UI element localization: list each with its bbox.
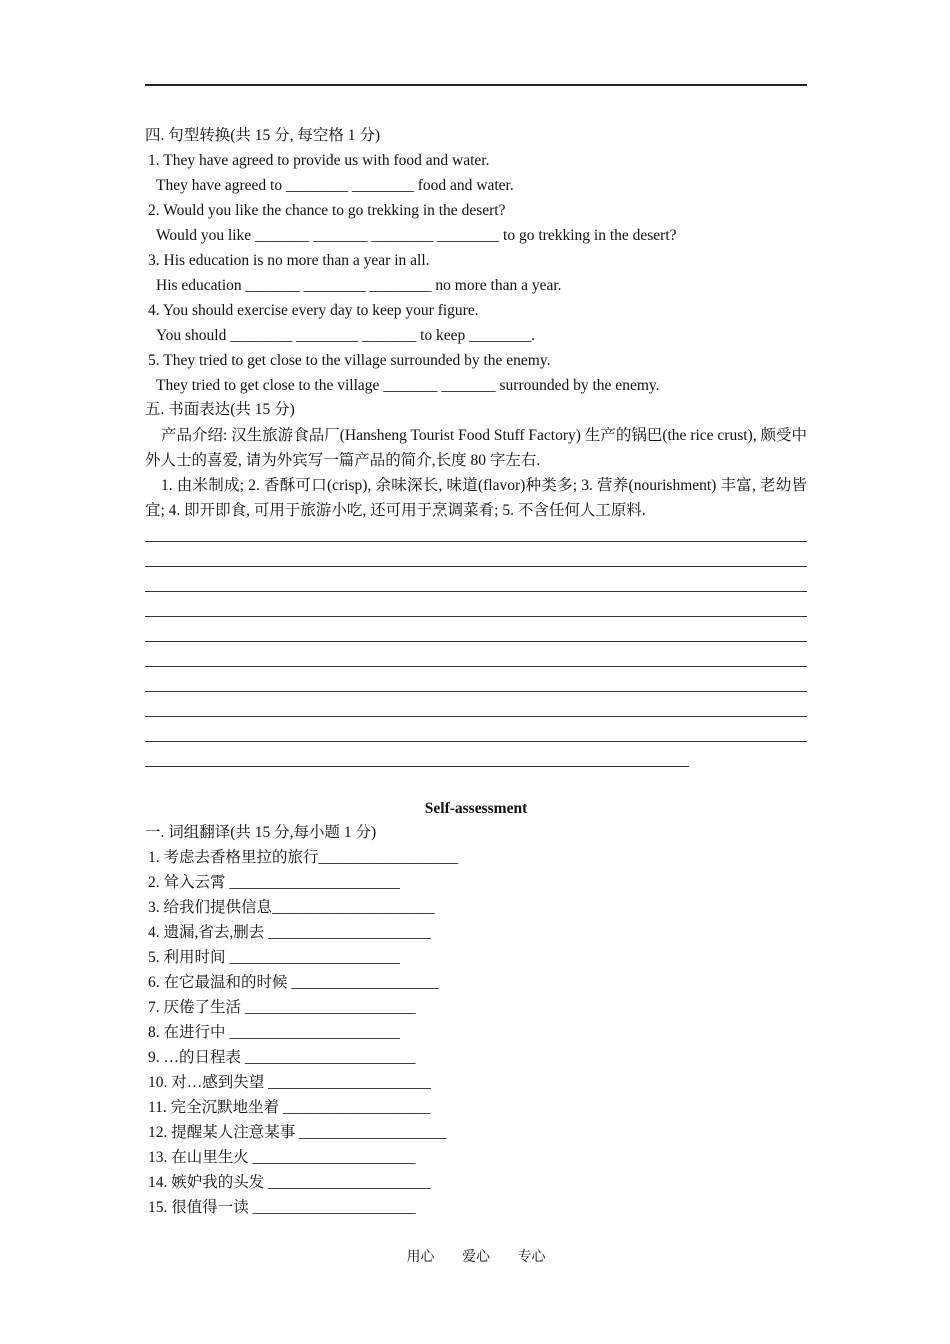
phrase-item: 11. 完全沉默地坐着 ___________________: [148, 1099, 431, 1116]
phrase-item: 9. …的日程表 ______________________: [148, 1049, 416, 1066]
phrase-item: 6. 在它最温和的时候 ___________________: [148, 974, 439, 991]
footer-text: 专心: [517, 1250, 546, 1265]
phrase-item: 3. 给我们提供信息_____________________: [148, 899, 435, 916]
writing-line: [145, 766, 689, 767]
question-4: 4. You should exercise every day to keep your figure.: [148, 302, 479, 319]
answer-1: They have agreed to ________ ________ food and water.: [156, 177, 514, 194]
section5-intro: 产品介绍: 汉生旅游食品厂(Hansheng Tourist Food Stuff Factory) 生产的锅巴(the rice crust), 颇受中外人士的喜爱, 请为外宾写一篇产品的简介,长度 80 字左右.: [145, 427, 807, 469]
writing-line: [145, 641, 807, 642]
writing-line: [145, 741, 807, 742]
question-2: 2. Would you like the chance to go trekking in the desert?: [148, 202, 506, 219]
writing-line: [145, 666, 807, 667]
writing-line: [145, 616, 807, 617]
phrase-item: 1. 考虑去香格里拉的旅行__________________: [148, 849, 459, 866]
answer-5: They tried to get close to the village _______ _______ surrounded by the enemy.: [156, 377, 660, 394]
writing-line: [145, 591, 807, 592]
phrase-item: 5. 利用时间 ______________________: [148, 949, 400, 966]
phrase-item: 10. 对…感到失望 _____________________: [148, 1074, 431, 1091]
section5-points: 1. 由米制成; 2. 香酥可口(crisp), 余味深长, 味道(flavor)种类多; 3. 营养(nourishment) 丰富, 老幼皆宜; 4. 即开即食, 可用于旅游小吃, 还可用于烹调菜肴; 5. 不含任何人工原料.: [145, 477, 807, 519]
writing-line: [145, 716, 807, 717]
section4-heading: 四. 句型转换(共 15 分, 每空格 1 分): [145, 127, 381, 144]
writing-line: [145, 691, 807, 692]
question-3: 3. His education is no more than a year in all.: [148, 252, 430, 269]
header-rule: [145, 84, 807, 86]
phrase-item: 15. 很值得一读 _____________________: [148, 1199, 416, 1216]
question-5: 5. They tried to get close to the village surrounded by the enemy.: [148, 352, 551, 369]
document-page: [145, 0, 807, 1344]
phrase-item: 14. 嫉妒我的头发 _____________________: [148, 1174, 431, 1191]
self-assessment-heading: 一. 词组翻译(共 15 分,每小题 1 分): [145, 824, 377, 841]
section5-heading: 五. 书面表达(共 15 分): [145, 401, 295, 418]
phrase-item: 8. 在进行中 ______________________: [148, 1024, 400, 1041]
writing-line: [145, 541, 807, 542]
phrase-item: 4. 遗漏,省去,删去 _____________________: [148, 924, 431, 941]
self-assessment-title: Self-assessment: [424, 800, 528, 817]
answer-2: Would you like _______ _______ ________ ________ to go trekking in the desert?: [156, 227, 677, 244]
phrase-item: 13. 在山里生火 _____________________: [148, 1149, 416, 1166]
answer-3: His education _______ ________ ________ no more than a year.: [156, 277, 562, 294]
footer-text: 用心: [406, 1250, 435, 1265]
answer-4: You should ________ ________ _______ to keep ________.: [156, 327, 536, 344]
phrase-item: 2. 耸入云霄 ______________________: [148, 874, 400, 891]
page-footer: [145, 1248, 807, 1268]
footer-text: 爱心: [462, 1250, 490, 1265]
phrase-item: 7. 厌倦了生活 ______________________: [148, 999, 416, 1016]
writing-line: [145, 566, 807, 567]
phrase-item: 12. 提醒某人注意某事 ___________________: [148, 1124, 447, 1141]
question-1: 1. They have agreed to provide us with food and water.: [148, 152, 490, 169]
